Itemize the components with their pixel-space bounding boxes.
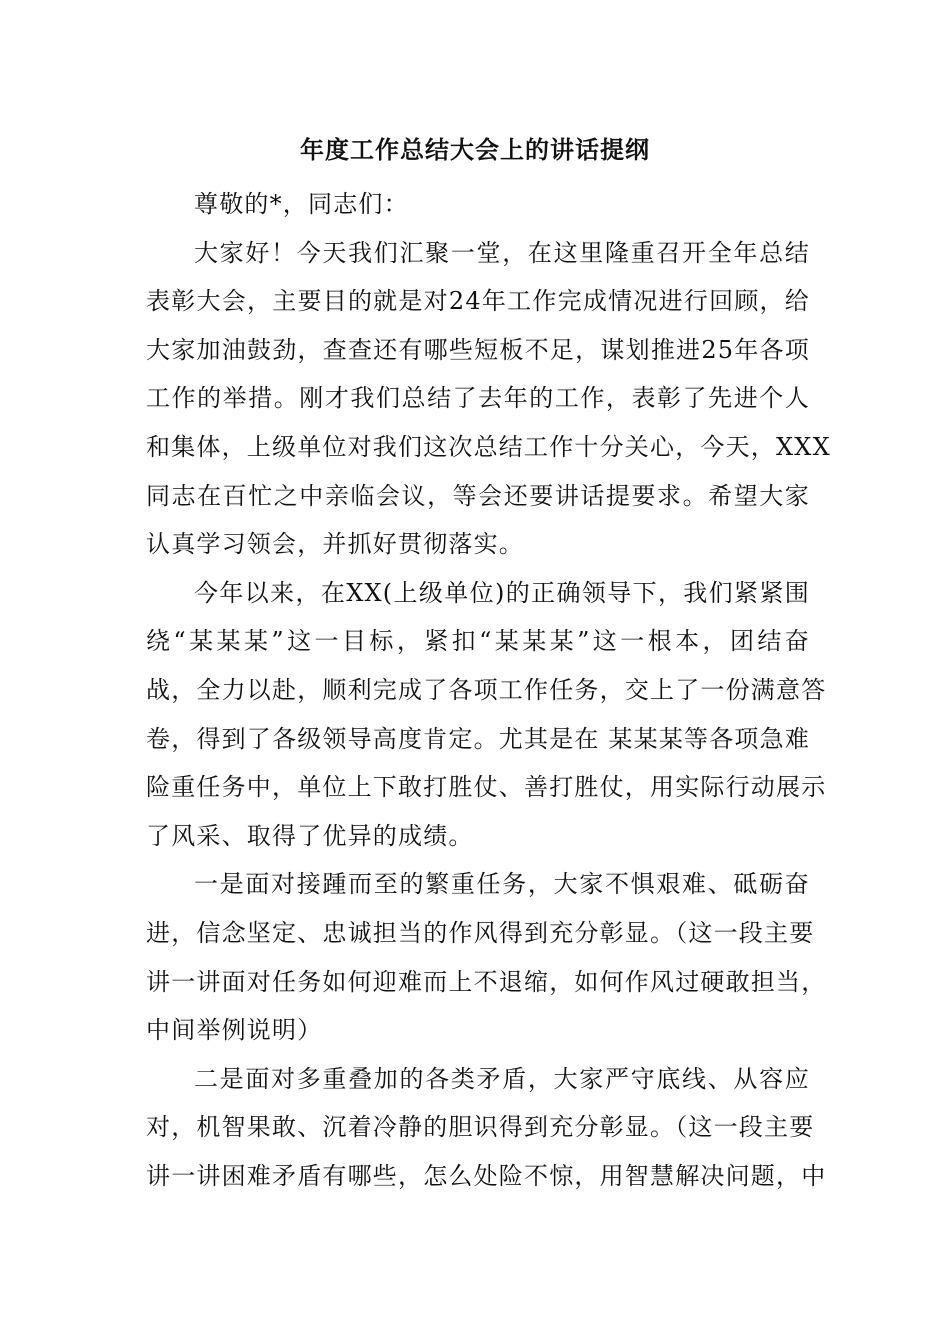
document-body [146,180,831,1200]
paragraph-3 [146,860,827,1054]
text-line: 工作的举措。刚才我们总结了去年的工作，表彰了先进个人 [146,384,810,413]
text-line: 卷，得到了各级领导高度肯定。尤其是在 某某某等各项急难 [146,724,811,753]
text-line: 对，机智果敢、沉着冷静的胆识得到充分彰显。（这一段主要 [146,1113,815,1142]
text-line: 认真学习领会，并抓好贯彻落实。 [146,530,524,559]
text-line: 了风采、取得了优异的成绩。 [146,821,474,850]
text-line: 二是面对多重叠加的各类矛盾，大家严守底线、从容应 [194,1064,810,1093]
text-line: 表彰大会，主要目的就是对24年工作完成情况进行回顾，给 [146,287,810,316]
text-line: 险重任务中，单位上下敢打胜仗、善打胜仗，用实际行动展示 [146,773,827,802]
text-line: 同志在百忙之中亲临会议，等会还要讲话提要求。希望大家 [146,481,810,510]
paragraph-1 [146,229,831,569]
text-line: 战，全力以赴，顺利完成了各项工作任务，交上了一份满意答 [146,675,827,704]
text-line: 今年以来，在XX(上级单位)的正确领导下，我们紧紧围 [194,578,810,607]
salutation: 尊敬的*，同志们： [194,190,409,218]
text-line: 绕“某某某”这一目标，紧扣“某某某”这一根本，团结奋 [146,627,810,656]
paragraph-4 [146,1055,827,1201]
text-line: 和集体，上级单位对我们这次总结工作十分关心，今天，XXX [146,432,831,461]
text-line: 讲一讲困难矛盾有哪些，怎么处险不惊，用智慧解决问题，中 [146,1161,827,1190]
text-line: 中间举例说明） [146,1016,323,1045]
document-title: 年度工作总结大会上的讲话提纲 [300,135,650,164]
text-line: 一是面对接踵而至的繁重任务，大家不惧艰难、砥砺奋 [194,870,810,899]
paragraph-2 [146,569,827,861]
text-line: 大家加油鼓劲，查查还有哪些短板不足，谋划推进25年各项 [146,335,810,364]
text-line: 大家好！今天我们汇聚一堂，在这里隆重召开全年总结 [194,238,810,267]
text-line: 讲一讲面对任务如何迎难而上不退缩，如何作风过硬敢担当， [146,967,827,996]
text-line: 进，信念坚定、忠诚担当的作风得到充分彰显。（这一段主要 [146,918,815,947]
